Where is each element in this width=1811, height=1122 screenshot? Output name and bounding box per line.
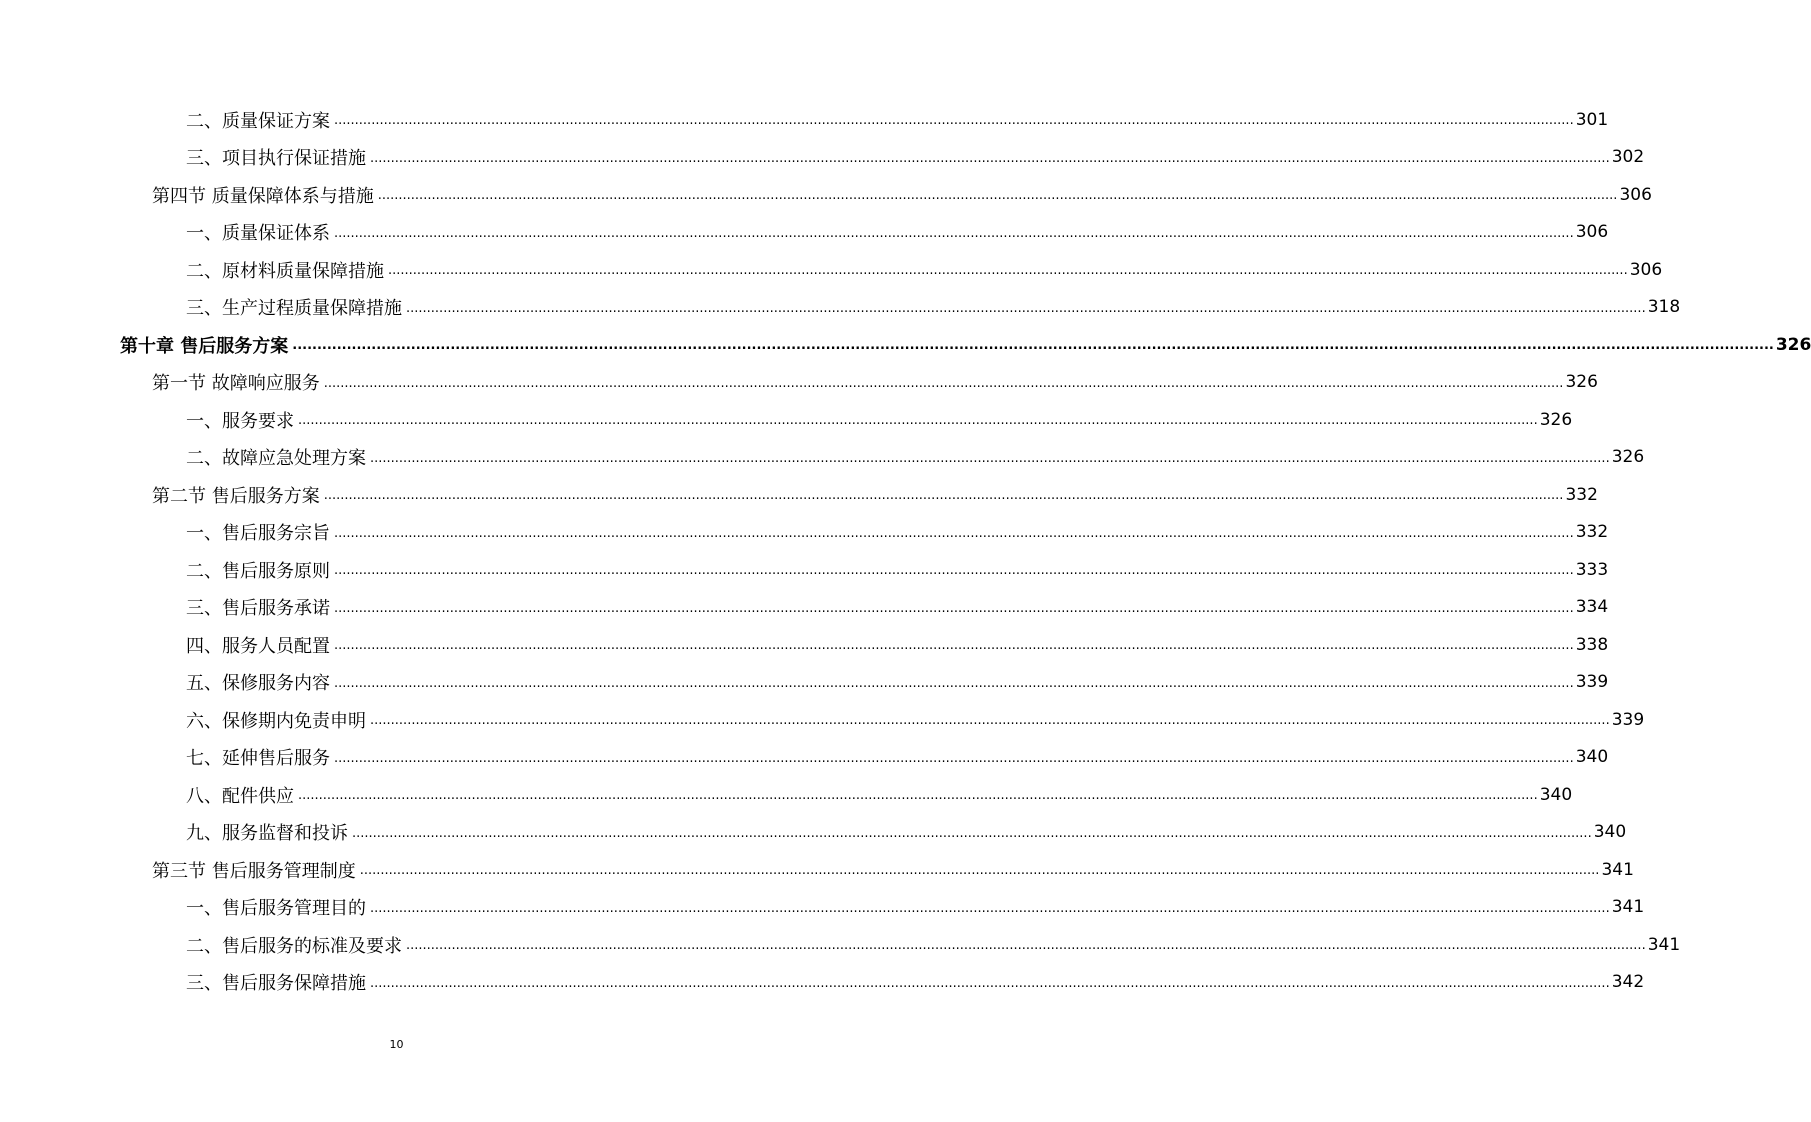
toc-entry-label: 第二节 售后服务方案 (152, 485, 320, 507)
toc-entry-page: 326 (1565, 372, 1598, 393)
toc-subsection-entry[interactable] (0, 214, 1609, 252)
toc-subsection-entry[interactable] (0, 664, 1609, 702)
toc-entry-label: 一、售后服务管理目的 (186, 898, 366, 920)
toc-entry-label: 一、质量保证体系 (186, 223, 330, 245)
toc-entry-label: 三、售后服务保障措施 (186, 973, 366, 995)
toc-entry-label: 九、服务监督和投诉 (186, 823, 348, 845)
toc-entry-label: 六、保修期内免责申明 (186, 710, 366, 732)
toc-section-entry[interactable] (0, 476, 1598, 514)
toc-leader-dots: ............................................................................................................................................................................................................................................................................................................ (323, 488, 1564, 504)
toc-entry-label: 一、服务要求 (186, 410, 294, 432)
toc-subsection-entry[interactable] (0, 926, 1681, 964)
toc-entry-page: 341 (1611, 897, 1645, 918)
toc-leader-dots: ............................................................................................................................................................................................................................................................................................................ (406, 300, 1646, 316)
toc-leader-dots: ............................................................................................................................................................................................................................................................................................................ (334, 638, 1574, 654)
toc-entry-page: 302 (1611, 147, 1645, 168)
toc-subsection-entry[interactable] (0, 626, 1609, 664)
toc-subsection-entry[interactable] (0, 589, 1609, 627)
toc-leader-dots: ............................................................................................................................................................................................................................................................................................................ (334, 563, 1574, 579)
toc-entry-label: 二、质量保证方案 (186, 110, 330, 132)
toc-entry-label: 二、售后服务的标准及要求 (186, 935, 402, 957)
toc-entry-label: 第一节 故障响应服务 (152, 373, 320, 395)
toc-entry-page: 341 (1601, 859, 1634, 880)
toc-entry-page: 306 (1619, 184, 1652, 205)
toc-leader-dots: ............................................................................................................................................................................................................................................................................................................ (359, 863, 1600, 879)
toc-chapter-entry[interactable] (0, 326, 1811, 364)
toc-entry-label: 第四节 质量保障体系与措施 (152, 185, 374, 207)
toc-entry-page: 340 (1575, 747, 1609, 768)
toc-leader-dots: ............................................................................................................................................................................................................................................................................................................ (334, 113, 1574, 129)
toc-leader-dots: ............................................................................................................................................................................................................................................................................................................ (370, 450, 1610, 466)
toc-entry-label: 三、项目执行保证措施 (186, 148, 366, 170)
toc-entry-label: 二、故障应急处理方案 (186, 448, 366, 470)
toc-leader-dots: ............................................................................................................................................................................................................................................................................................................ (370, 713, 1610, 729)
toc-subsection-entry[interactable] (0, 139, 1645, 177)
toc-subsection-entry[interactable] (0, 251, 1663, 289)
toc-entry-label: 二、原材料质量保障措施 (186, 260, 384, 282)
toc-subsection-entry[interactable] (0, 551, 1609, 589)
toc-entry-label: 七、延伸售后服务 (186, 748, 330, 770)
toc-entry-label: 三、售后服务承诺 (186, 598, 330, 620)
toc-leader-dots: ............................................................................................................................................................................................................................................................................................................ (334, 750, 1574, 766)
toc-leader-dots: ............................................................................................................................................................................................................................................................................................................ (292, 338, 1774, 354)
toc-leader-dots: ............................................................................................................................................................................................................................................................................................................ (370, 975, 1610, 991)
toc-leader-dots: ............................................................................................................................................................................................................................................................................................................ (298, 413, 1538, 429)
toc-subsection-entry[interactable] (0, 101, 1609, 139)
toc-entry-label: 四、服务人员配置 (186, 635, 330, 657)
toc-subsection-entry[interactable] (0, 439, 1645, 477)
toc-section-entry[interactable] (0, 364, 1598, 402)
toc-entry-label: 三、生产过程质量保障措施 (186, 298, 402, 320)
toc-subsection-entry[interactable] (0, 889, 1645, 927)
toc-leader-dots: ............................................................................................................................................................................................................................................................................................................ (406, 938, 1646, 954)
toc-leader-dots: ............................................................................................................................................................................................................................................................................................................ (370, 150, 1610, 166)
toc-entry-page: 340 (1593, 822, 1627, 843)
toc-leader-dots: ............................................................................................................................................................................................................................................................................................................ (388, 263, 1628, 279)
toc-entry-page: 333 (1575, 559, 1609, 580)
toc-leader-dots: ............................................................................................................................................................................................................................................................................................................ (323, 375, 1564, 391)
toc-leader-dots: ............................................................................................................................................................................................................................................................................................................ (334, 675, 1574, 691)
table-of-contents (0, 101, 1811, 1001)
toc-entry-label: 第十章 售后服务方案 (120, 335, 289, 357)
toc-entry-label: 一、售后服务宗旨 (186, 523, 330, 545)
toc-subsection-entry[interactable] (0, 739, 1609, 777)
toc-leader-dots: ............................................................................................................................................................................................................................................................................................................ (334, 600, 1574, 616)
toc-entry-page: 318 (1647, 297, 1681, 318)
toc-entry-page: 326 (1539, 409, 1573, 430)
toc-leader-dots: ............................................................................................................................................................................................................................................................................................................ (334, 525, 1574, 541)
toc-entry-page: 339 (1611, 709, 1645, 730)
toc-entry-label: 八、配件供应 (186, 785, 294, 807)
toc-entry-page: 332 (1565, 484, 1598, 505)
toc-section-entry[interactable] (0, 176, 1652, 214)
toc-entry-page: 339 (1575, 672, 1609, 693)
toc-subsection-entry[interactable] (0, 514, 1609, 552)
toc-entry-page: 340 (1539, 784, 1573, 805)
toc-entry-page: 326 (1611, 447, 1645, 468)
toc-entry-page: 306 (1575, 222, 1609, 243)
toc-entry-page: 334 (1575, 597, 1609, 618)
toc-entry-page: 301 (1575, 109, 1609, 130)
toc-leader-dots: ............................................................................................................................................................................................................................................................................................................ (352, 825, 1592, 841)
toc-subsection-entry[interactable] (0, 814, 1627, 852)
toc-subsection-entry[interactable] (0, 701, 1645, 739)
toc-subsection-entry[interactable] (0, 964, 1645, 1002)
toc-entry-label: 二、售后服务原则 (186, 560, 330, 582)
toc-section-entry[interactable] (0, 851, 1634, 889)
toc-entry-page: 332 (1575, 522, 1609, 543)
toc-leader-dots: ............................................................................................................................................................................................................................................................................................................ (334, 225, 1574, 241)
toc-leader-dots: ............................................................................................................................................................................................................................................................................................................ (370, 900, 1610, 916)
toc-entry-page: 326 (1775, 334, 1811, 355)
toc-leader-dots: ............................................................................................................................................................................................................................................................................................................ (377, 188, 1618, 204)
toc-subsection-entry[interactable] (0, 776, 1573, 814)
toc-leader-dots: ............................................................................................................................................................................................................................................................................................................ (298, 788, 1538, 804)
toc-entry-label: 第三节 售后服务管理制度 (152, 860, 356, 882)
toc-entry-label: 五、保修服务内容 (186, 673, 330, 695)
toc-subsection-entry[interactable] (0, 289, 1681, 327)
page-number: 10 (389, 1038, 404, 1051)
toc-entry-page: 342 (1611, 972, 1645, 993)
toc-subsection-entry[interactable] (0, 401, 1573, 439)
toc-entry-page: 341 (1647, 934, 1681, 955)
toc-entry-page: 338 (1575, 634, 1609, 655)
toc-entry-page: 306 (1629, 259, 1663, 280)
